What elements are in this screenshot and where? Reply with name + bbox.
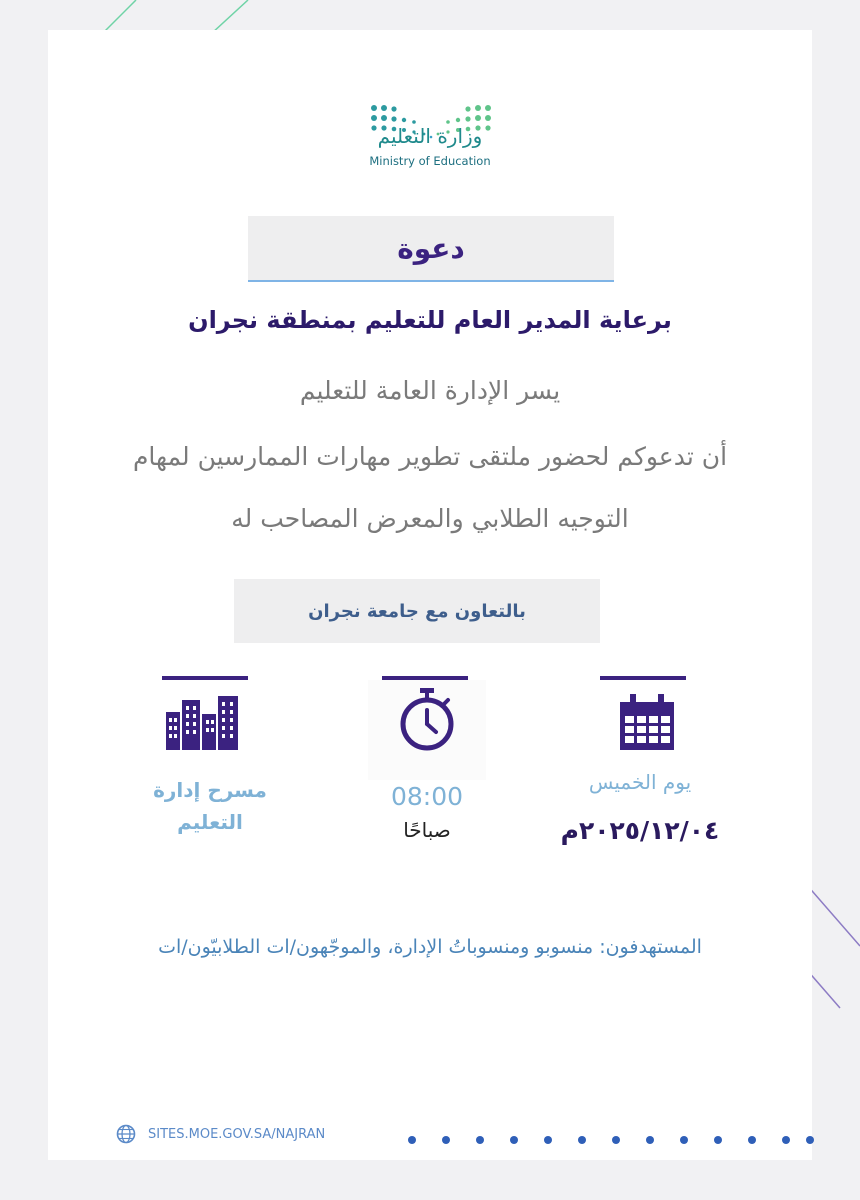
event-day: يوم الخميس — [588, 770, 692, 794]
body-line-2: أن تدعوكم لحضور ملتقى تطوير مهارات الممارسين لمهام — [132, 442, 728, 471]
collaboration-banner — [234, 579, 600, 643]
date-divider — [600, 676, 686, 680]
event-time: 08:00 — [390, 782, 464, 811]
title-banner — [248, 216, 614, 282]
globe-icon — [116, 1124, 136, 1144]
venue-divider — [162, 676, 248, 680]
calendar-icon — [618, 694, 676, 752]
event-date: ٢٠٢٥/١٢/٠٤م — [560, 816, 720, 845]
venue-text — [120, 774, 300, 838]
body-line-3: التوجيه الطلابي والمعرض المصاحب له — [231, 504, 629, 533]
logo-english-text: Ministry of Education — [369, 154, 491, 168]
venue-line-1: مسرح إدارة — [153, 778, 267, 802]
footer-dots — [406, 1133, 818, 1147]
body-line-1: يسر الإدارة العامة للتعليم — [299, 376, 561, 405]
time-period: صباحًا — [403, 818, 451, 842]
page-title: دعوة — [397, 231, 465, 265]
target-audience: المستهدفون: منسوبو ومنسوباتُ الإدارة، والموجّهون/ات الطلابيّون/ات — [158, 936, 702, 958]
collaboration-text: بالتعاون مع جامعة نجران — [308, 600, 526, 622]
patron-line: برعاية المدير العام للتعليم بمنطقة نجران — [188, 306, 672, 334]
venue-line-2: التعليم — [177, 810, 243, 834]
logo-arabic-text: وزارة التعليم — [377, 124, 483, 148]
website-link[interactable]: SITES.MOE.GOV.SA/NAJRAN — [148, 1127, 326, 1142]
stopwatch-icon — [398, 688, 456, 752]
building-icon — [166, 694, 238, 750]
